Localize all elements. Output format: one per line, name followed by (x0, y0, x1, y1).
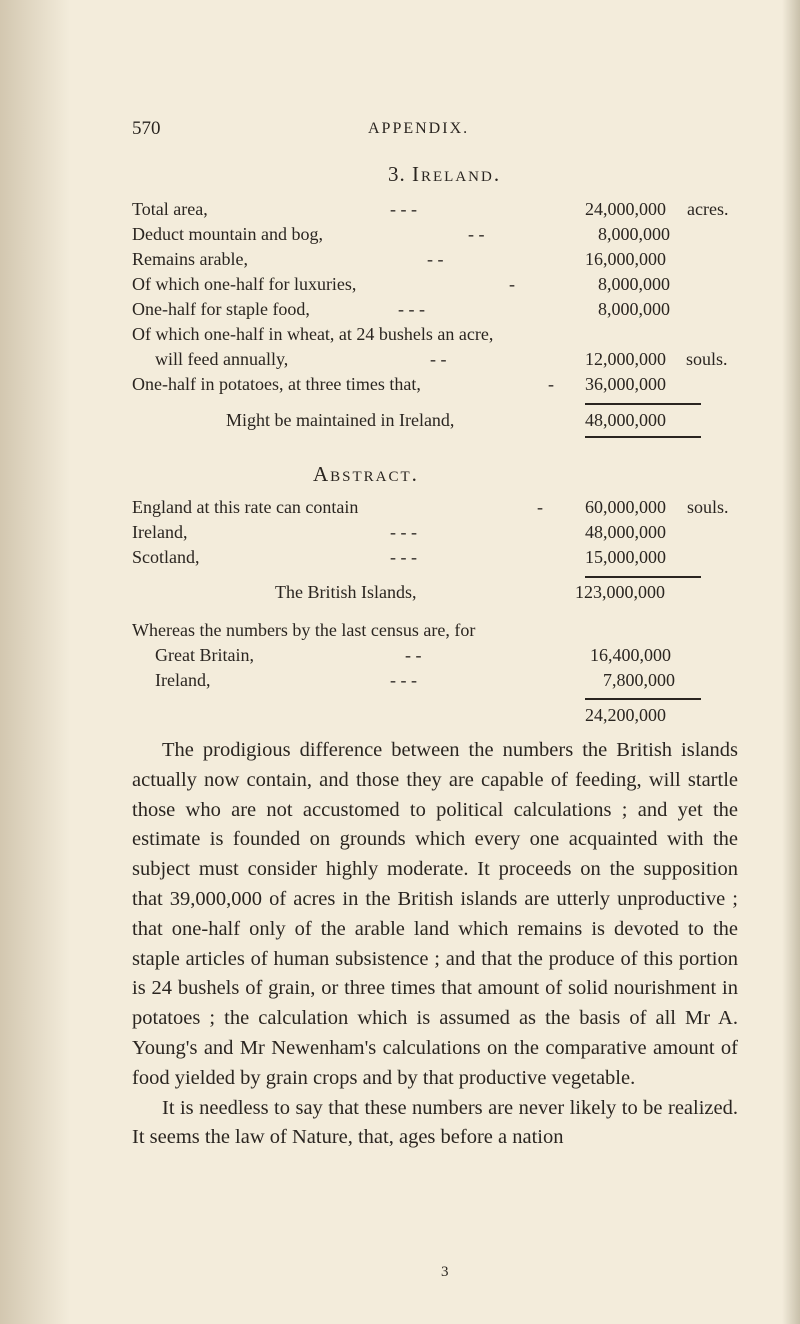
abstract-heading: Abstract. (313, 462, 419, 486)
abstract-total-label: The British Islands, (275, 582, 417, 602)
census-line: Whereas the numbers by the last census are, for (132, 620, 476, 640)
feed-row-unit: souls. (686, 349, 728, 369)
potato-row-value: 36,000,000 (585, 374, 666, 394)
row-dashes: - (537, 497, 543, 517)
ireland-row-value: 24,000,000 (585, 199, 666, 219)
ireland-row-unit: acres. (687, 199, 729, 219)
census-row-value: 7,800,000 (603, 670, 675, 690)
body-paragraph: It is needless to say that these numbers are never likely to be realized. It seems the law of Nature, that, ages before a nation (132, 1096, 738, 1149)
abstract-row-label: England at this rate can contain (132, 497, 359, 517)
ireland-row-value: 16,000,000 (585, 249, 666, 269)
census-row-label: Ireland, (155, 670, 211, 690)
census-row-label: Great Britain, (155, 645, 254, 665)
row-dashes: - (509, 274, 515, 294)
sum-rule (585, 698, 701, 700)
row-dashes: - - - (398, 299, 425, 319)
body-paragraph: The prodigious difference between the numbers the British islands actually now contain, and those they are capable of feeding, will startle those who are not accustomed to political calculations ; and yet the estimate is founded on grounds which every one acquainted with the subject must consider highly moderate. It proceeds on the supposition that 39,000,000 of acres in the British islands are utterly unproductive ; that one-half only of the arable land which remains is devoted to the staple articles of human subsistence ; and that the produce of this portion is 24 bushels of grain, or three times that amount of solid nourishment in potatoes ; the calculation which is assumed as the basis of all Mr A. Young's and Mr Newenham's calculations on the comparative amount of food yielded by grain crops and by that productive vegetable. (132, 739, 738, 1089)
sum-rule (585, 436, 701, 438)
row-dashes: - - (468, 224, 485, 244)
abstract-row-unit: souls. (687, 497, 729, 517)
sum-rule (585, 576, 701, 578)
ireland-row-value: 8,000,000 (598, 224, 670, 244)
row-dashes: - - - (390, 522, 417, 542)
abstract-row-value: 48,000,000 (585, 522, 666, 542)
abstract-row-value: 60,000,000 (585, 497, 666, 517)
row-dashes: - - (430, 349, 447, 369)
row-dashes: - - (427, 249, 444, 269)
ireland-total-value: 48,000,000 (585, 410, 666, 430)
sum-rule (585, 403, 701, 405)
row-dashes: - - (405, 645, 422, 665)
section-heading-ireland (388, 162, 501, 187)
ireland-row-label: Total area, (132, 199, 208, 219)
page-edge-shadow (782, 0, 800, 1324)
feed-row-value: 12,000,000 (585, 349, 666, 369)
feed-row-label: will feed annually, (155, 349, 289, 369)
ireland-row-label: Deduct mountain and bog, (132, 224, 323, 244)
signature-mark: 3 (441, 1264, 449, 1280)
ireland-row-value: 8,000,000 (598, 299, 670, 319)
ireland-row-label: Remains arable, (132, 249, 248, 269)
row-dashes: - - - (390, 199, 417, 219)
potato-row-label: One-half in potatoes, at three times that, (132, 374, 421, 394)
gutter-shadow (0, 0, 70, 1324)
census-row-value: 16,400,000 (590, 645, 671, 665)
ireland-row-label: One-half for staple food, (132, 299, 310, 319)
running-title: APPENDIX. (368, 120, 470, 137)
row-dashes: - - - (390, 547, 417, 567)
abstract-row-label: Ireland, (132, 522, 188, 542)
census-total-value: 24,200,000 (585, 705, 666, 725)
body-text (132, 736, 738, 1153)
ireland-row-label: Of which one-half for luxuries, (132, 274, 357, 294)
page-number: 570 (132, 118, 161, 139)
row-dashes: - (548, 374, 554, 394)
wheat-line: Of which one-half in wheat, at 24 bushels an acre, (132, 324, 494, 344)
abstract-total-value: 123,000,000 (575, 582, 665, 602)
heading-title: Ireland. (412, 162, 502, 186)
row-dashes: - - - (390, 670, 417, 690)
heading-number: 3. (388, 162, 406, 186)
ireland-total-label: Might be maintained in Ireland, (226, 410, 455, 430)
abstract-row-value: 15,000,000 (585, 547, 666, 567)
ireland-row-value: 8,000,000 (598, 274, 670, 294)
abstract-row-label: Scotland, (132, 547, 200, 567)
